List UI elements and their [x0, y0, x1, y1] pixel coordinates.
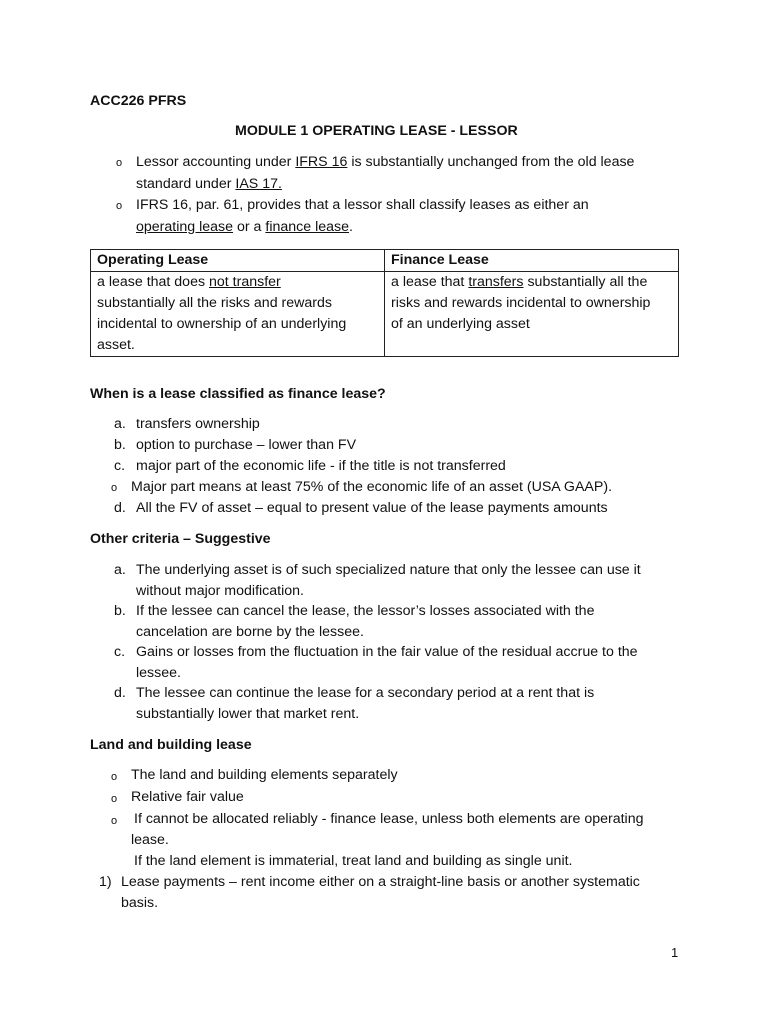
header-operating-lease: Operating Lease — [91, 250, 385, 272]
list-marker: a. — [114, 416, 126, 432]
lease-comparison-table — [90, 249, 679, 357]
list-item: All the FV of asset – equal to present value of the lease payments amounts — [136, 500, 608, 516]
list-item: Major part means at least 75% of the economic life of an asset (USA GAAP). — [131, 479, 613, 495]
list-item: major part of the economic life - if the title is not transferred — [136, 458, 506, 474]
list-item: Lease payments – rent income either on a straight-line basis or another systematic — [121, 874, 640, 890]
list-item: transfers ownership — [136, 416, 260, 432]
bullet-marker: o — [111, 771, 118, 783]
list-marker: d. — [114, 685, 126, 701]
list-marker: b. — [114, 437, 126, 453]
list-marker: b. — [114, 603, 126, 619]
list-marker: 1) — [99, 874, 112, 890]
course-code: ACC226 PFRS — [90, 93, 187, 109]
list-item-continuation: cancelation are borne by the lessee. — [136, 624, 364, 640]
list-item: The lessee can continue the lease for a secondary period at a rent that is — [136, 685, 595, 701]
bullet-marker: o — [111, 793, 118, 805]
operating-lease-definition: a lease that does not transfer substantially all the risks and rewards incidental to ownership of an underlying asset. — [91, 272, 385, 357]
list-item-note: If the land element is immaterial, treat land and building as single unit. — [134, 853, 573, 869]
other-criteria-heading: Other criteria – Suggestive — [90, 531, 271, 547]
list-item: The land and building elements separately — [131, 767, 398, 783]
finance-lease-definition: a lease that transfers substantially all the risks and rewards incidental to ownership of an underlying asset — [385, 272, 679, 357]
list-marker: c. — [114, 458, 126, 474]
list-marker: c. — [114, 644, 126, 660]
intro-bullet-1-line-2: standard under IAS 17. — [136, 176, 282, 192]
list-item-continuation: basis. — [121, 895, 159, 911]
bullet-marker: o — [111, 815, 118, 827]
module-title: MODULE 1 OPERATING LEASE - LESSOR — [235, 123, 518, 139]
table-row — [91, 272, 679, 357]
list-marker: a. — [114, 562, 126, 578]
bullet-marker: o — [116, 157, 123, 169]
operating-lease-term: operating lease — [136, 219, 234, 235]
list-item-continuation: substantially lower that market rent. — [136, 706, 360, 722]
list-marker: d. — [114, 500, 126, 516]
ifrs16-link-text: IFRS 16 — [295, 154, 348, 170]
page-number: 1 — [671, 945, 679, 960]
land-building-heading: Land and building lease — [90, 737, 252, 753]
list-item: The underlying asset is of such specialized nature that only the lessee can use it — [136, 562, 641, 578]
list-item: Gains or losses from the fluctuation in the fair value of the residual accrue to the — [136, 644, 638, 660]
list-marker: o — [111, 482, 118, 494]
list-item-continuation: without major modification. — [136, 583, 304, 599]
header-finance-lease: Finance Lease — [385, 250, 679, 272]
intro-bullet-2-line-1: IFRS 16, par. 61, provides that a lessor shall classify leases as either an — [136, 197, 589, 213]
list-item: option to purchase – lower than FV — [136, 437, 357, 453]
finance-lease-term: finance lease — [265, 219, 349, 235]
intro-bullet-2-line-2: operating lease or a finance lease. — [136, 219, 353, 235]
list-item: If cannot be allocated reliably - finance lease, unless both elements are operating — [134, 811, 644, 827]
bullet-marker: o — [116, 200, 123, 212]
list-item-continuation: lessee. — [136, 665, 181, 681]
list-item: If the lessee can cancel the lease, the lessor’s losses associated with the — [136, 603, 595, 619]
list-item: Relative fair value — [131, 789, 244, 805]
table-header-row — [91, 250, 679, 272]
intro-bullet-1-line-1: Lessor accounting under IFRS 16 is substantially unchanged from the old lease — [136, 154, 635, 170]
ias17-link-text: IAS 17. — [235, 176, 282, 192]
list-item-continuation: lease. — [131, 832, 169, 848]
finance-criteria-heading: When is a lease classified as finance lease? — [90, 386, 386, 402]
